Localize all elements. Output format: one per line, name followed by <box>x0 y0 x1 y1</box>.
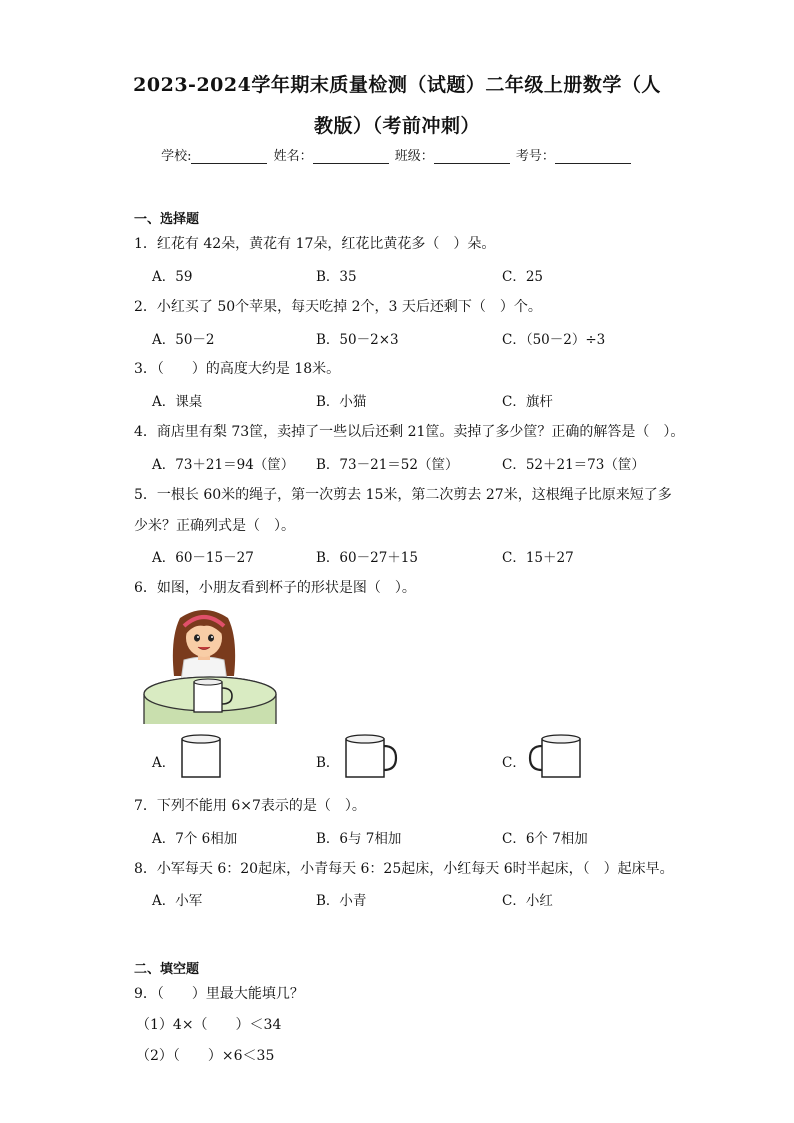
question-3: 3．（ ）的高度大约是 18米。 <box>134 361 341 377</box>
q2-option-c[interactable]: C．（50－2）÷3 <box>502 332 606 348</box>
q8-option-a[interactable]: A．小军 <box>152 893 203 909</box>
q4-option-b[interactable]: B．73－21＝52（筐） <box>316 457 459 473</box>
student-info-line <box>0 145 794 164</box>
q7-option-a[interactable]: A．7个 6相加 <box>152 831 238 847</box>
q5-option-b[interactable]: B．60－27＋15 <box>316 550 418 566</box>
question-4: 4．商店里有梨 73筐，卖掉了一些以后还剩 21筐。卖掉了多少筐？正确的解答是（ ）。 <box>134 424 685 440</box>
q6-option-b[interactable]: B． <box>316 755 340 771</box>
q1-option-b[interactable]: B．35 <box>316 269 357 285</box>
q3-option-c[interactable]: C．旗杆 <box>502 394 553 410</box>
number-label: 考号： <box>515 149 555 164</box>
name-label: 姓名： <box>273 149 313 164</box>
girl-at-table-illustration <box>142 604 278 726</box>
q2-option-b[interactable]: B．50－2×3 <box>316 332 399 348</box>
q6-option-a[interactable]: A． <box>152 755 176 771</box>
q7-option-c[interactable]: C．6个 7相加 <box>502 831 588 847</box>
q3-option-a[interactable]: A．课桌 <box>152 394 203 410</box>
cup-no-handle-icon <box>180 734 224 780</box>
q8-option-b[interactable]: B．小青 <box>316 893 367 909</box>
question-9-part1: （1）4×（ ）＜34 <box>136 1017 282 1033</box>
q7-option-b[interactable]: B．6与 7相加 <box>316 831 402 847</box>
class-label: 班级： <box>394 149 434 164</box>
question-9: 9．（ ）里最大能填几？ <box>134 986 304 1002</box>
section-choice-heading: 一、选择题 <box>134 212 200 227</box>
school-blank[interactable] <box>191 149 267 164</box>
q5-option-a[interactable]: A．60－15－27 <box>152 550 254 566</box>
question-9-part2: （2）（ ）×6＜35 <box>136 1048 275 1064</box>
question-8: 8．小军每天 6：20起床，小青每天 6：25起床，小红每天 6时半起床，（ ）起床早。 <box>134 861 674 877</box>
school-label: 学校: <box>161 149 192 164</box>
q4-option-c[interactable]: C．52＋21＝73（筐） <box>502 457 645 473</box>
section-fill-heading: 二、填空题 <box>134 962 200 977</box>
q3-option-b[interactable]: B．小猫 <box>316 394 367 410</box>
q4-option-a[interactable]: A．73＋21＝94（筐） <box>152 457 295 473</box>
page-title-line1: 2023-2024学年期末质量检测（试题）二年级上册数学（人 <box>133 74 661 96</box>
class-blank[interactable] <box>434 149 510 164</box>
q2-option-a[interactable]: A．50－2 <box>152 332 215 348</box>
question-5-cont: 少米？正确列式是（ ）。 <box>134 518 295 534</box>
number-blank[interactable] <box>555 149 631 164</box>
question-5: 5．一根长 60米的绳子，第一次剪去 15米，第二次剪去 27米，这根绳子比原来短了多 <box>134 487 672 503</box>
question-2: 2．小红买了 50个苹果，每天吃掉 2个，3 天后还剩下（ ）个。 <box>134 299 542 315</box>
question-1: 1．红花有 42朵，黄花有 17朵，红花比黄花多（ ）朵。 <box>134 236 496 252</box>
question-7: 7．下列不能用 6×7表示的是（ ）。 <box>134 798 366 814</box>
q1-option-c[interactable]: C．25 <box>502 269 544 285</box>
q8-option-c[interactable]: C．小红 <box>502 893 553 909</box>
question-6: 6．如图，小朋友看到杯子的形状是图（ ）。 <box>134 580 416 596</box>
page-title-line2: 教版）（考前冲刺） <box>313 115 480 137</box>
q1-option-a[interactable]: A．59 <box>152 269 193 285</box>
cup-handle-right-icon <box>344 734 400 780</box>
q6-option-c[interactable]: C． <box>502 755 526 771</box>
q5-option-c[interactable]: C．15＋27 <box>502 550 574 566</box>
cup-handle-left-icon <box>526 734 582 780</box>
name-blank[interactable] <box>313 149 389 164</box>
